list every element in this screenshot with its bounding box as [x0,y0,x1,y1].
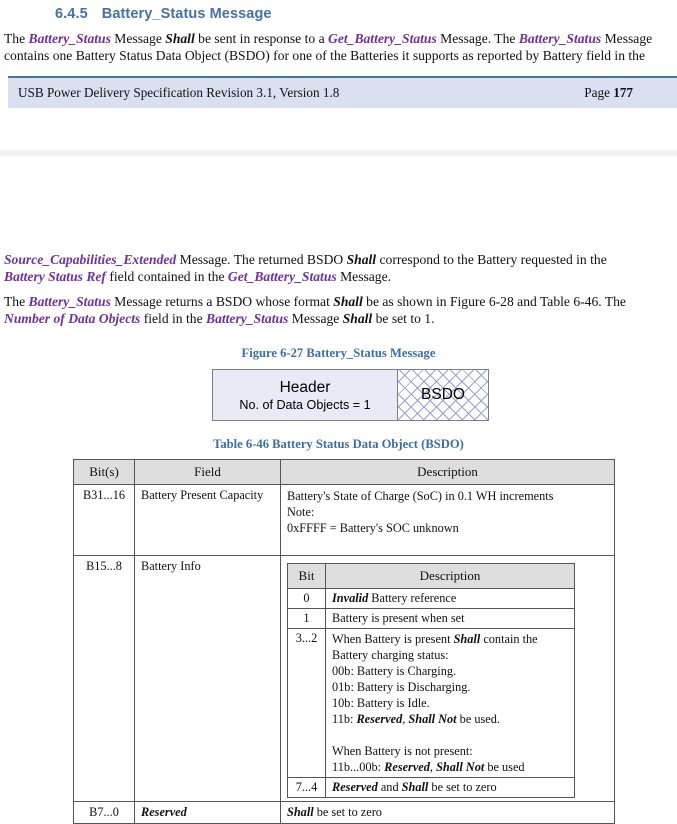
desc-line: Note: [287,505,315,519]
text-fragment: Message [601,31,653,46]
keyword-shall-not: Shall Not [408,712,457,726]
message-format-diagram [212,369,489,421]
cell-field: Battery Info [135,556,281,802]
page-footer [8,76,677,108]
battery-info-bits-table [287,563,575,798]
desc-line [332,631,568,647]
nested-cell-description: Battery is present when set [326,609,575,629]
text-fragment: field in the [140,310,206,326]
nested-cell-bit: 7...4 [288,778,326,798]
text-fragment: be sent in response to a [194,31,329,46]
term-get-battery-status: Get_Battery_Status [227,268,337,284]
text-fragment: 11b...00b: [332,760,385,774]
text-fragment: be as shown in Figure 6-28 and Table 6-46. The [362,294,626,309]
nested-table-row [288,629,575,778]
paragraph-format [0,294,677,327]
table-row [74,802,615,824]
term-get-battery-status: Get_Battery_Status [328,31,437,46]
text-fragment: Message [110,31,166,46]
nested-column-header-description: Description [326,564,575,589]
page-top-whitespace [0,156,677,252]
text-fragment: correspond to the Battery requested in the [376,252,607,267]
term-battery-status-ref: Battery Status Ref [4,268,106,284]
cell-bits: B7...0 [74,802,135,824]
spacer [287,536,608,552]
keyword-reserved: Reserved [384,760,430,774]
cell-bits: B15...8 [74,556,135,802]
footer-page-number: 177 [613,85,633,100]
cell-field: Battery Present Capacity [135,485,281,556]
term-source-capabilities-extended: Source_Capabilities_Extended [4,252,177,267]
footer-spec-title: USB Power Delivery Specification Revision 3.1, Version 1.8 [18,85,340,100]
nested-cell-description [326,589,575,609]
text-fragment: and [377,780,402,794]
nested-table-row [288,778,575,798]
term-number-of-data-objects: Number of Data Objects [4,310,141,326]
desc-line: 10b: Battery is Idle. [332,696,430,710]
text-fragment: be used [484,760,525,774]
nested-table-row [288,609,575,629]
keyword-shall: Shall [287,805,314,819]
column-header-description: Description [281,460,615,485]
term-battery-status: Battery_Status [28,31,111,46]
diagram-header-block [213,370,398,420]
desc-line: Battery's State of Charge (SoC) in 0.1 WH increments [287,489,554,503]
keyword-reserved: Reserved [332,780,378,794]
table-row [74,485,615,556]
desc-line: 01b: Battery is Discharging. [332,680,471,694]
desc-line [332,759,568,775]
text-fragment: be set to 1. [372,310,435,326]
text-fragment: Message. [336,268,392,284]
column-header-field: Field [135,460,281,485]
nested-cell-bit: 1 [288,609,326,629]
text-fragment: , [429,760,437,774]
nested-column-header-bit: Bit [288,564,326,589]
bsdo-table [73,459,615,824]
nested-table-row [288,589,575,609]
term-battery-status: Battery_Status [28,294,111,309]
desc-line: When Battery is not present: [332,744,473,758]
spacer [332,727,568,743]
desc-line: 00b: Battery is Charging. [332,664,457,678]
paragraph-continued [0,252,677,285]
keyword-shall: Shall [453,632,481,646]
text-fragment: Message returns a BSDO whose format [110,294,334,309]
section-number: 6.4.5 [55,6,88,22]
text-fragment: contain the [480,632,538,646]
nested-cell-bit: 0 [288,589,326,609]
cell-description [281,485,615,556]
term-battery-status-2: Battery_Status [518,31,602,46]
nested-cell-description [326,778,575,798]
cell-description-nested [281,556,615,802]
diagram-bsdo-block [398,370,488,420]
desc-line: Battery charging status: [332,648,449,662]
keyword-shall-not: Shall Not [436,760,485,774]
keyword-shall: Shall [342,310,373,326]
cell-bits: B31...16 [74,485,135,556]
text-fragment: Message. The returned BSDO [176,252,347,267]
text-fragment: Message [288,310,343,326]
keyword-shall: Shall [333,294,363,309]
table-header-row [74,460,615,485]
text-fragment: be used. [456,712,500,726]
keyword-shall: Shall [165,31,195,46]
figure-caption: Figure 6-27 Battery_Status Message [241,346,436,360]
text-fragment: , [402,712,409,726]
text-fragment: contains one Battery Status Data Object (BSDO) for one of the Batteries it supports as reported by Battery field in the [4,47,646,63]
text-fragment: When Battery is present [332,632,454,646]
section-title: Battery_Status Message [101,6,272,22]
cell-description [281,802,615,824]
desc-line [332,711,568,727]
text-fragment: 11b: [332,712,357,726]
nested-header-row [288,564,575,589]
nested-cell-bit: 3...2 [288,629,326,778]
keyword-reserved: Reserved [356,712,403,726]
keyword-shall: Shall [401,780,429,794]
section-heading [0,0,677,22]
text-fragment: Message. The [436,31,519,46]
table-caption: Table 6-46 Battery Status Data Object (BSDO) [213,437,464,451]
footer-page-indicator [584,85,633,101]
keyword-reserved: Reserved [141,805,187,819]
cell-field [135,802,281,824]
text-fragment: Battery reference [368,591,457,605]
table-row [74,556,615,802]
diagram-bsdo-label: BSDO [421,386,465,403]
diagram-header-subtitle: No. of Data Objects = 1 [239,397,371,412]
figure-container [0,369,677,421]
desc-line: 0xFFFF = Battery's SOC unknown [287,521,459,535]
text-fragment: be set to zero [428,780,497,794]
column-header-bits: Bit(s) [74,460,135,485]
term-battery-status-2: Battery_Status [206,310,289,326]
diagram-header-title: Header [279,378,331,396]
text-fragment: be set to zero [313,805,382,819]
keyword-invalid: Invalid [332,591,369,605]
text-fragment: The [4,294,29,309]
paragraph-intro [0,31,677,64]
keyword-shall: Shall [346,252,377,267]
footer-page-label: Page [584,85,610,100]
text-fragment: The [4,31,29,46]
nested-cell-description [326,629,575,778]
text-fragment: field contained in the [105,268,228,284]
page-bottom-whitespace [0,108,677,150]
